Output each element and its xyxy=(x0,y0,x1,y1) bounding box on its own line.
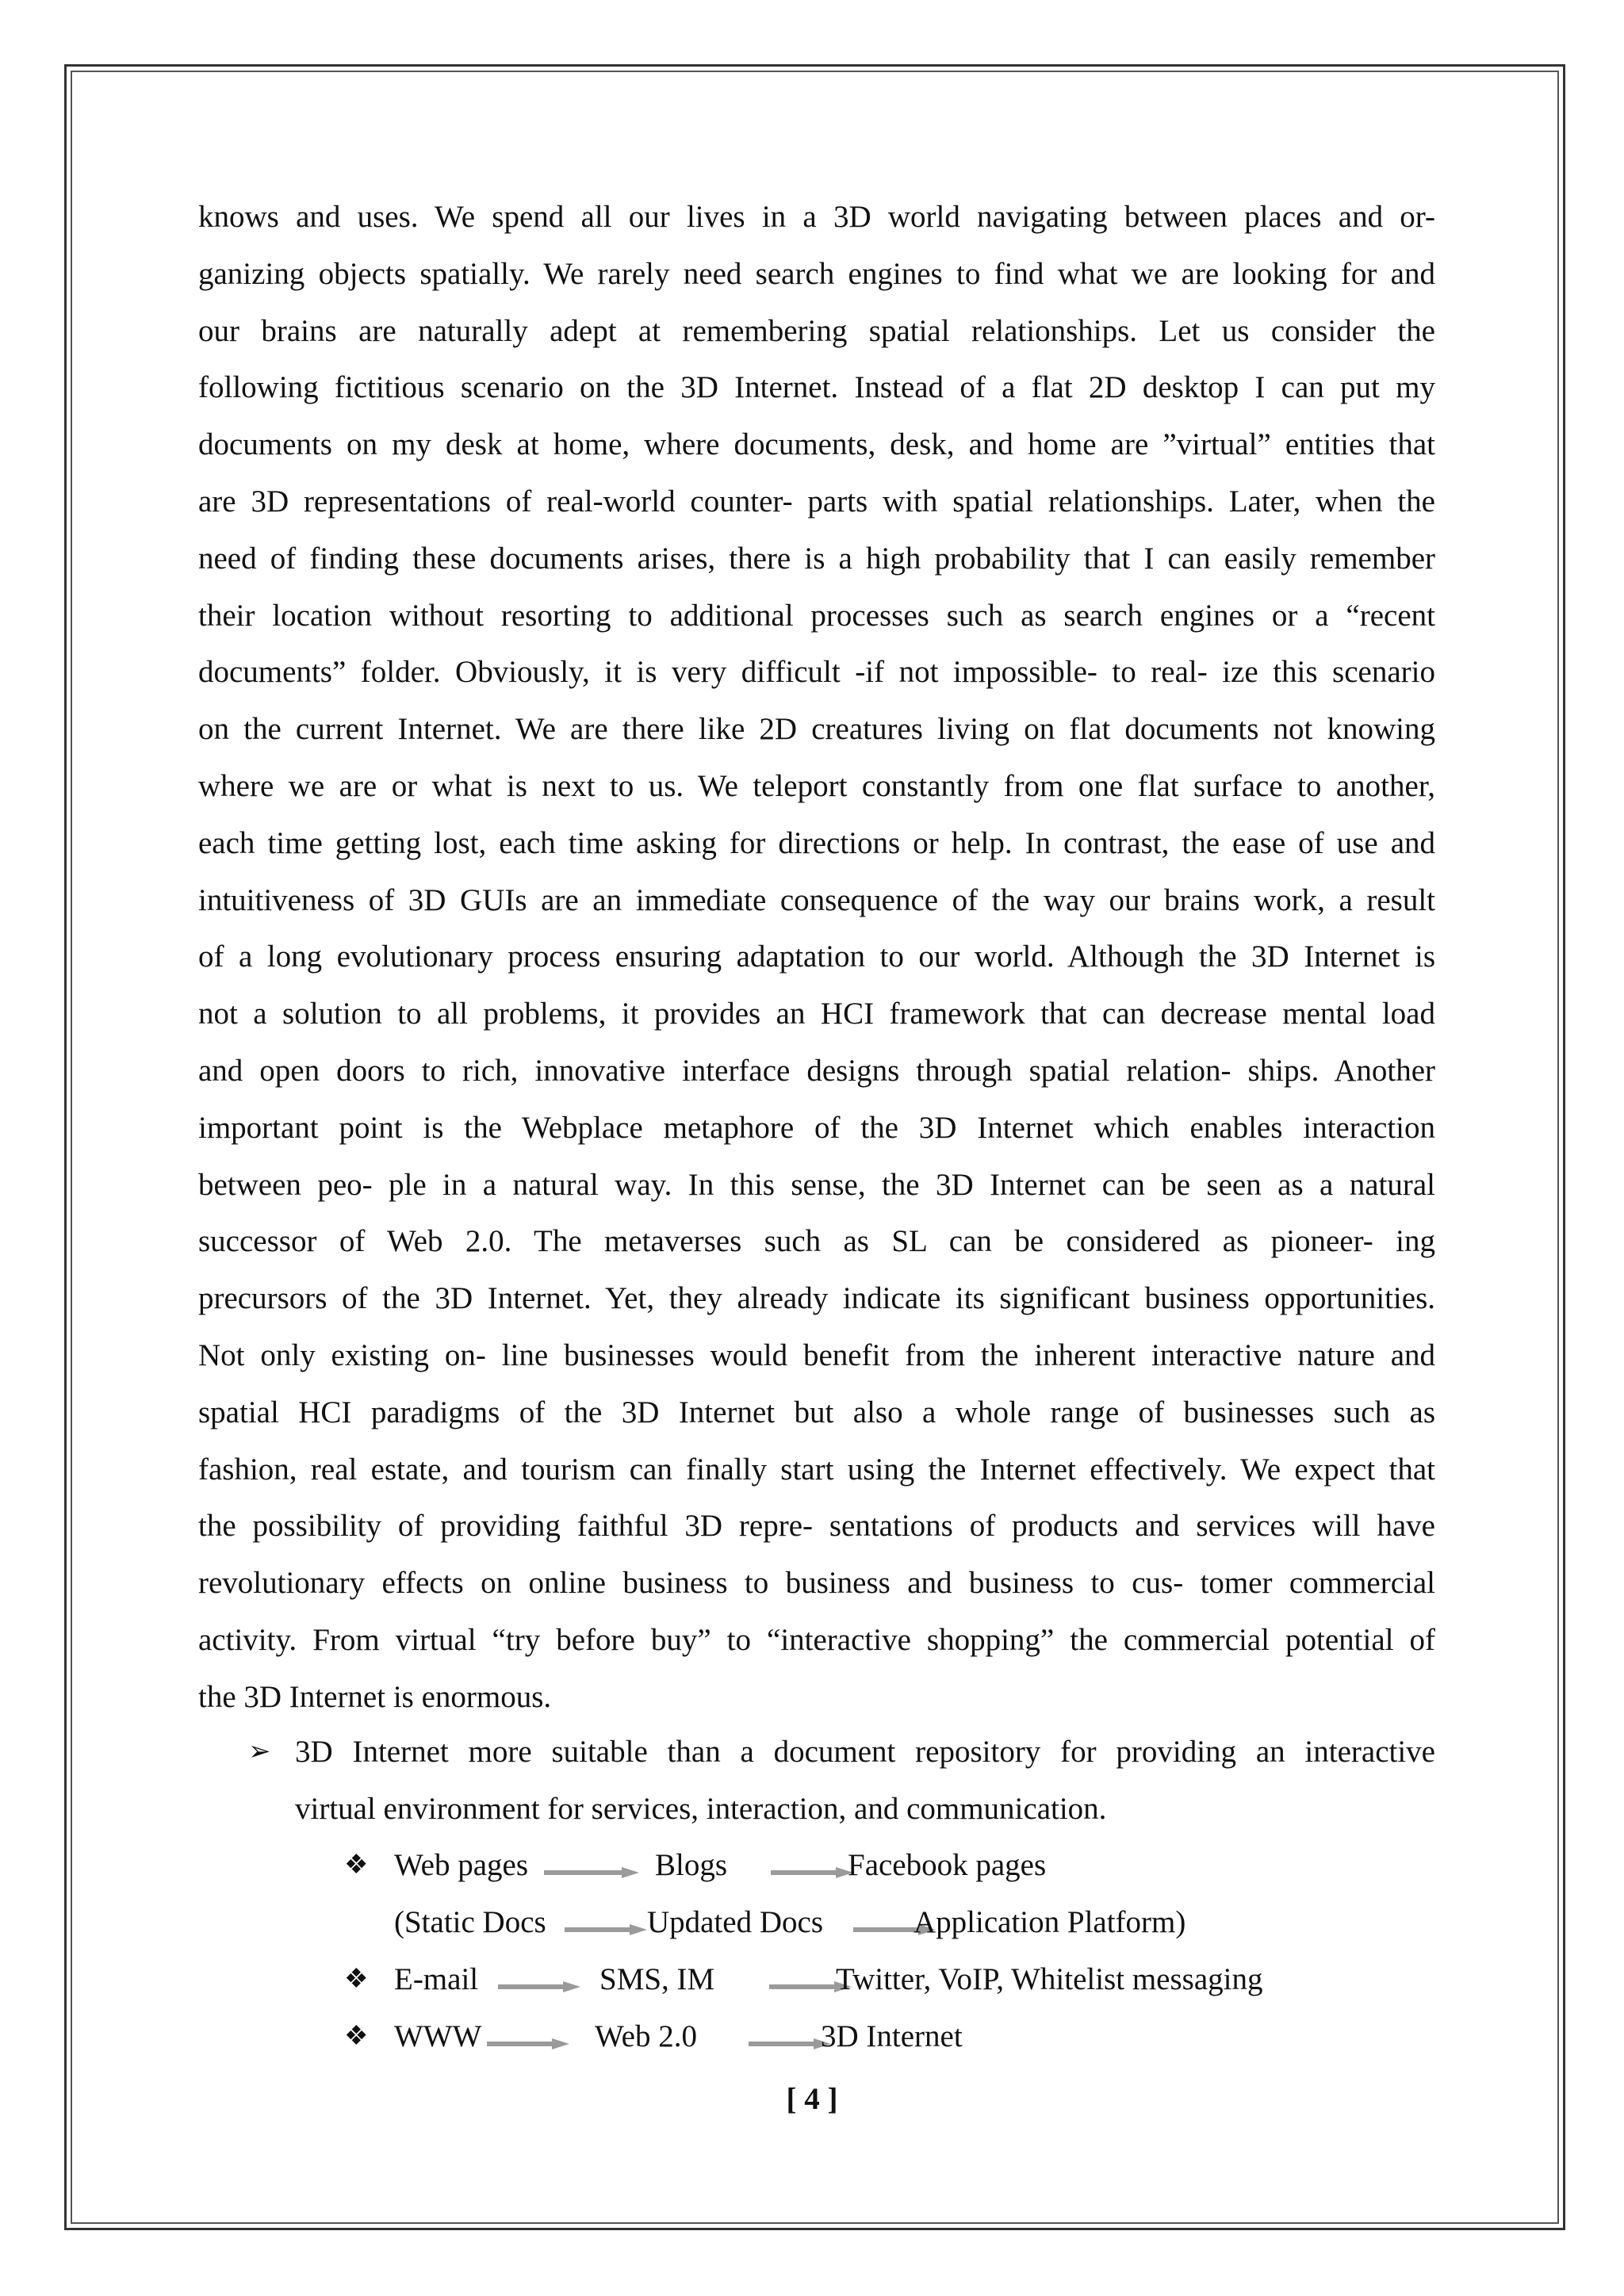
evo-comm-a: E-mail xyxy=(394,1962,479,1996)
arrow-right-icon xyxy=(487,2038,569,2049)
paragraph-line: the possibility of providing faithful 3D repre- sentations of products and services will have xyxy=(198,1509,1435,1544)
paragraph-line: documents” folder. Obviously, it is very difficult -if not impossible- to real- ize this scenario xyxy=(198,655,1435,690)
page-number: [ 4 ] xyxy=(786,2082,838,2116)
diamond-bullet-icon: ❖ xyxy=(344,1850,369,1880)
paragraph-line: not a solution to all problems, it provides an HCI framework that can decrease mental load xyxy=(198,997,1435,1031)
evo-comm-c: Twitter, VoIP, Whitelist messaging xyxy=(836,1962,1263,1996)
evo-web-b: Blogs xyxy=(655,1848,728,1882)
paragraph-line: our brains are naturally adept at remembering spatial relationships. Let us consider the xyxy=(198,313,1435,348)
paragraph-line: where we are or what is next to us. We teleport constantly from one flat surface to another, xyxy=(198,768,1435,803)
diamond-bullet-icon: ❖ xyxy=(344,1965,369,1994)
arrow-right-icon xyxy=(544,1867,639,1878)
paragraph-line: between peo- ple in a natural way. In this sense, the 3D Internet can be seen as a natural xyxy=(198,1167,1435,1202)
paragraph-line: fashion, real estate, and tourism can finally start using the Internet effectively. We expect that xyxy=(198,1452,1435,1487)
paragraph-line: on the current Internet. We are there like 2D creatures living on flat documents not knowing xyxy=(198,712,1435,747)
paragraph-line: documents on my desk at home, where documents, desk, and home are ”virtual” entities that xyxy=(198,427,1435,462)
paragraph-line: of a long evolutionary process ensuring adaptation to our world. Although the 3D Internet is xyxy=(198,939,1435,974)
paragraph-text xyxy=(198,189,1435,1726)
paragraph-line: revolutionary effects on online business to business and business to cus- tomer commercial xyxy=(198,1566,1435,1601)
paragraph-line: important point is the Webplace metaphore of the 3D Internet which enables interaction xyxy=(198,1110,1435,1145)
paragraph-line: Not only existing on- line businesses would benefit from the inherent interactive nature and xyxy=(198,1337,1435,1372)
paragraph-line: each time getting lost, each time asking for directions or help. In contrast, the ease of use and xyxy=(198,825,1435,860)
evo-websub-b: Updated Docs xyxy=(647,1905,824,1939)
paragraph-line: need of finding these documents arises, there is a high probability that I can easily remember xyxy=(198,541,1435,576)
paragraph-line: are 3D representations of real-world counter- parts with spatial relationships. Later, when the xyxy=(198,484,1435,519)
evo-net-b: Web 2.0 xyxy=(595,2019,697,2053)
evo-comm-b: SMS, IM xyxy=(599,1962,715,1996)
bullet-l1-line: virtual environment for services, interaction, and communication. xyxy=(295,1791,1107,1826)
evo-net-a: WWW xyxy=(394,2019,482,2053)
paragraph-line: precursors of the 3D Internet. Yet, they already indicate its significant business opportunities. xyxy=(198,1281,1435,1316)
evo-websub-c: Application Platform) xyxy=(914,1905,1186,1939)
paragraph-line: and open doors to rich, innovative interface designs through spatial relation- ships. Another xyxy=(198,1053,1435,1088)
evo-net-c: 3D Internet xyxy=(821,2019,963,2053)
arrow-right-icon xyxy=(771,1867,853,1878)
bullet-l1-text xyxy=(295,1724,1435,1838)
paragraph-line: successor of Web 2.0. The metaverses such as SL can be considered as pioneer- ing xyxy=(198,1224,1435,1259)
paragraph-line: knows and uses. We spend all our lives in a 3D world navigating between places and or- xyxy=(198,200,1435,234)
paragraph-line: their location without resorting to additional processes such as search engines or a “recent xyxy=(198,598,1435,633)
paragraph-line: ganizing objects spatially. We rarely need search engines to find what we are looking for and xyxy=(198,256,1435,291)
paragraph-line: the 3D Internet is enormous. xyxy=(198,1679,552,1714)
arrow-bullet-icon: ➢ xyxy=(248,1737,271,1766)
paragraph-line: following fictitious scenario on the 3D Internet. Instead of a flat 2D desktop I can put my xyxy=(198,370,1435,405)
paragraph-line: spatial HCI paradigms of the 3D Internet but also a whole range of businesses such as xyxy=(198,1395,1435,1429)
bullet-l1-line: 3D Internet more suitable than a document repository for providing an interactive xyxy=(295,1735,1435,1769)
body-paragraph xyxy=(198,189,1435,1726)
evo-websub-a: (Static Docs xyxy=(394,1905,546,1939)
arrow-right-icon xyxy=(498,1981,580,1992)
arrow-right-icon xyxy=(565,1924,647,1935)
paragraph-line: intuitiveness of 3D GUIs are an immediate consequence of the way our brains work, a result xyxy=(198,882,1435,917)
diamond-bullet-icon: ❖ xyxy=(344,2022,369,2051)
arrow-right-icon xyxy=(749,2038,831,2049)
evo-web-a: Web pages xyxy=(394,1848,529,1882)
evo-web-c: Facebook pages xyxy=(848,1848,1047,1882)
paragraph-line: activity. From virtual “try before buy” to “interactive shopping” the commercial potential of xyxy=(198,1622,1435,1657)
